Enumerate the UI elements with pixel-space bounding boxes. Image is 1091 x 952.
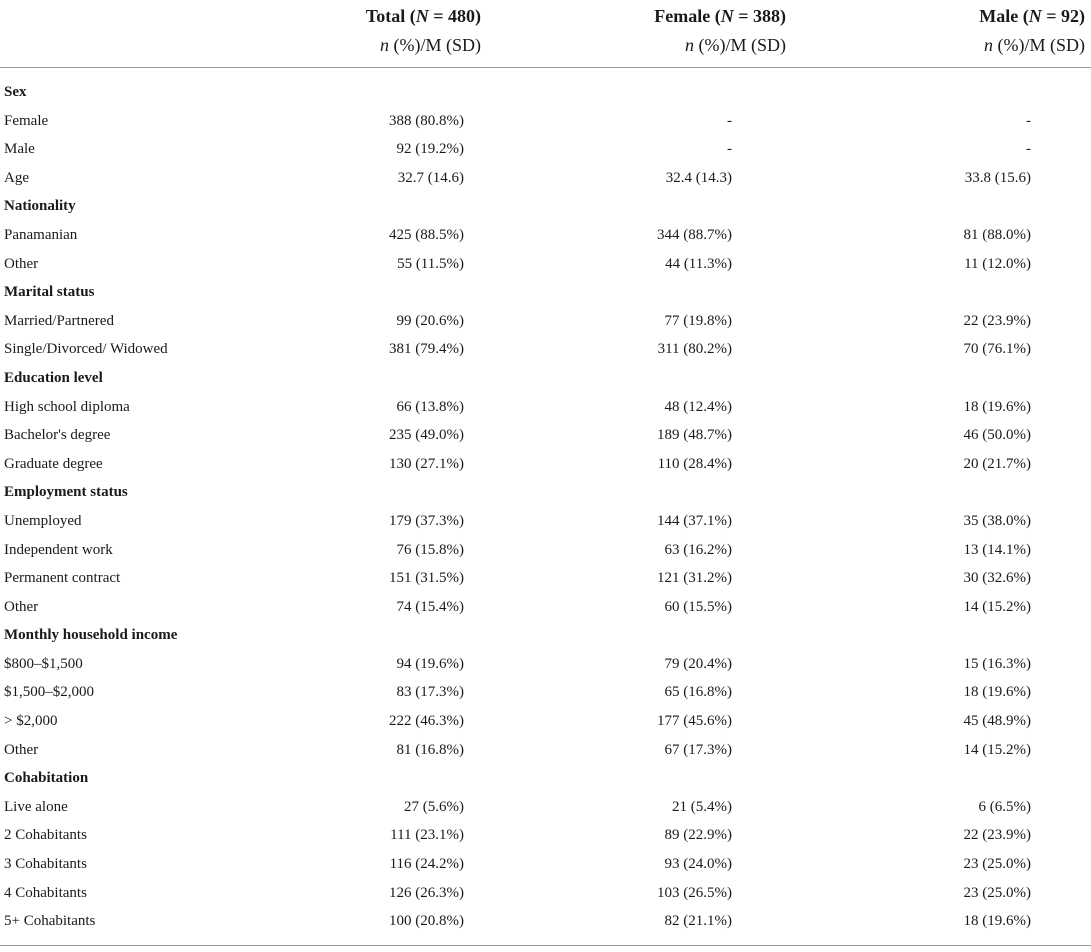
cell-female: 311 (80.2%) — [657, 341, 732, 358]
cell-total: 76 (15.8%) — [396, 541, 464, 558]
cell-female: 89 (22.9%) — [664, 827, 732, 844]
section-header-row — [0, 764, 1091, 793]
row-label: Live alone — [4, 798, 68, 815]
row-label: Married/Partnered — [4, 312, 114, 329]
cell-female: 93 (24.0%) — [664, 856, 732, 873]
cell-male: 33.8 (15.6) — [964, 169, 1031, 186]
cell-male: 18 (19.6%) — [963, 684, 1031, 701]
row-label: Other — [4, 255, 39, 272]
cell-male: 18 (19.6%) — [963, 913, 1031, 930]
table-row — [0, 450, 1091, 479]
row-label: Other — [4, 598, 39, 615]
row-label: Single/Divorced/ Widowed — [4, 341, 168, 358]
row-label: Male — [4, 141, 35, 158]
header-female-name: Female — [654, 6, 711, 26]
cell-female: 44 (11.3%) — [665, 255, 732, 272]
table-row — [0, 793, 1091, 822]
header-female-n: N — [720, 6, 734, 26]
row-label: 4 Cohabitants — [4, 884, 87, 901]
cell-male: 22 (23.9%) — [963, 312, 1031, 329]
cell-female: 121 (31.2%) — [657, 570, 732, 587]
row-label: $1,500–$2,000 — [4, 684, 94, 701]
table-row — [0, 507, 1091, 536]
header-male-sub — [979, 31, 1085, 60]
section-label: Education level — [4, 369, 103, 386]
table-row — [0, 335, 1091, 364]
row-label: Female — [4, 112, 49, 129]
cell-male: 70 (76.1%) — [963, 341, 1031, 358]
cell-male: 18 (19.6%) — [963, 398, 1031, 415]
table-row — [0, 879, 1091, 908]
cell-male: 14 (15.2%) — [963, 741, 1031, 758]
cell-total: 94 (19.6%) — [396, 655, 464, 672]
cell-male: - — [1026, 141, 1031, 158]
table-row — [0, 678, 1091, 707]
table-row — [0, 850, 1091, 879]
section-label: Cohabitation — [4, 770, 89, 787]
section-label: Monthly household income — [4, 627, 178, 644]
cell-male: 20 (21.7%) — [963, 455, 1031, 472]
cell-female: 79 (20.4%) — [664, 655, 732, 672]
cell-total: 235 (49.0%) — [389, 427, 464, 444]
row-label: Bachelor's degree — [4, 427, 111, 444]
header-female-sub-n: n — [685, 35, 694, 55]
header-female-title: Female (N = 388) — [654, 6, 786, 26]
cell-male: 23 (25.0%) — [963, 856, 1031, 873]
header-rule — [0, 67, 1091, 68]
row-label: High school diploma — [4, 398, 130, 415]
cell-female: 110 (28.4%) — [657, 455, 732, 472]
table-row — [0, 221, 1091, 250]
header-total-name: Total — [365, 6, 406, 26]
cell-total: 388 (80.8%) — [389, 112, 464, 129]
cell-male: 6 (6.5%) — [978, 798, 1031, 815]
cell-female: 103 (26.5%) — [657, 884, 732, 901]
header-male-name: Male — [979, 6, 1019, 26]
section-header-row — [0, 192, 1091, 221]
row-label: Unemployed — [4, 512, 82, 529]
table-row — [0, 307, 1091, 336]
header-total-sub-n: n — [380, 35, 389, 55]
section-label: Sex — [4, 84, 27, 100]
cell-female: 21 (5.4%) — [672, 798, 732, 815]
cell-male: 30 (32.6%) — [963, 570, 1031, 587]
row-label: 3 Cohabitants — [4, 856, 87, 873]
cell-female: 177 (45.6%) — [657, 713, 732, 730]
cell-total: 151 (31.5%) — [389, 570, 464, 587]
cell-female: 65 (16.8%) — [664, 684, 732, 701]
cell-female: 144 (37.1%) — [657, 512, 732, 529]
table-row — [0, 135, 1091, 164]
cell-total: 99 (20.6%) — [396, 312, 464, 329]
cell-male: 35 (38.0%) — [963, 512, 1031, 529]
cell-female: 77 (19.8%) — [664, 312, 732, 329]
header-total-n: N — [415, 6, 429, 26]
row-label: Age — [4, 169, 29, 186]
section-label: Marital status — [4, 284, 95, 301]
cell-total: 66 (13.8%) — [396, 398, 464, 415]
row-label: 5+ Cohabitants — [4, 913, 96, 930]
table-row — [0, 650, 1091, 679]
header-total-title: Total (N = 480) — [365, 6, 481, 26]
cell-total: 55 (11.5%) — [397, 255, 464, 272]
cell-female: 48 (12.4%) — [664, 398, 732, 415]
section-label: Employment status — [4, 484, 128, 501]
table-row — [0, 421, 1091, 450]
header-male-title: Male (N = 92) — [979, 6, 1085, 26]
cell-total: 381 (79.4%) — [389, 341, 464, 358]
section-header-row — [0, 278, 1091, 307]
header-female — [654, 0, 786, 60]
table-row — [0, 564, 1091, 593]
cell-male: 11 (12.0%) — [964, 255, 1031, 272]
table-row — [0, 707, 1091, 736]
header-male-n: N — [1028, 6, 1042, 26]
row-label: > $2,000 — [4, 713, 58, 730]
table-row — [0, 736, 1091, 765]
cell-total: 425 (88.5%) — [389, 226, 464, 243]
cell-total: 116 (24.2%) — [389, 856, 464, 873]
header-total — [366, 0, 481, 60]
cell-female: 82 (21.1%) — [664, 913, 732, 930]
cell-total: 27 (5.6%) — [404, 798, 464, 815]
cell-male: 22 (23.9%) — [963, 827, 1031, 844]
cell-male: 23 (25.0%) — [963, 884, 1031, 901]
section-header-row — [0, 78, 1091, 107]
header-male-sub-rest: (%)/M (SD) — [993, 35, 1085, 55]
cell-female: 63 (16.2%) — [664, 541, 732, 558]
table-row — [0, 107, 1091, 136]
header-male — [979, 0, 1085, 60]
table-row — [0, 593, 1091, 622]
header-female-sub — [654, 31, 786, 60]
section-header-row — [0, 478, 1091, 507]
section-header-row — [0, 621, 1091, 650]
cell-male: 45 (48.9%) — [963, 713, 1031, 730]
cell-total: 74 (15.4%) — [396, 598, 464, 615]
cell-total: 130 (27.1%) — [389, 455, 464, 472]
cell-male: 46 (50.0%) — [963, 427, 1031, 444]
table-row — [0, 164, 1091, 193]
cell-total: 83 (17.3%) — [396, 684, 464, 701]
row-label: 2 Cohabitants — [4, 827, 87, 844]
cell-female: 60 (15.5%) — [664, 598, 732, 615]
row-label: Permanent contract — [4, 570, 121, 587]
section-label: Nationality — [4, 198, 76, 215]
table-row — [0, 250, 1091, 279]
table-row — [0, 393, 1091, 422]
cell-male: 15 (16.3%) — [963, 655, 1031, 672]
header-male-sub-n: n — [984, 35, 993, 55]
cell-female: - — [727, 141, 732, 158]
row-label: Independent work — [4, 541, 113, 558]
cell-total: 111 (23.1%) — [390, 827, 464, 844]
row-label: Other — [4, 741, 39, 758]
row-label: $800–$1,500 — [4, 655, 83, 672]
header-total-sub — [366, 31, 481, 60]
table-body — [0, 78, 1091, 936]
cell-male: - — [1026, 112, 1031, 129]
section-header-row — [0, 364, 1091, 393]
cell-female: 344 (88.7%) — [657, 226, 732, 243]
header-total-sub-rest: (%)/M (SD) — [389, 35, 481, 55]
cell-total: 179 (37.3%) — [389, 512, 464, 529]
cell-female: 67 (17.3%) — [664, 741, 732, 758]
cell-male: 13 (14.1%) — [963, 541, 1031, 558]
bottom-rule — [0, 945, 1091, 946]
header-total-count: = 480 — [433, 6, 475, 26]
cell-total: 222 (46.3%) — [389, 713, 464, 730]
cell-total: 32.7 (14.6) — [397, 169, 464, 186]
cell-male: 14 (15.2%) — [963, 598, 1031, 615]
header-female-count: = 388 — [738, 6, 780, 26]
cell-total: 92 (19.2%) — [396, 141, 464, 158]
row-label: Panamanian — [4, 226, 78, 243]
cell-male: 81 (88.0%) — [963, 226, 1031, 243]
table-header — [0, 0, 1091, 67]
table-row — [0, 821, 1091, 850]
table-row — [0, 536, 1091, 565]
cell-female: 189 (48.7%) — [657, 427, 732, 444]
cell-female: 32.4 (14.3) — [665, 169, 732, 186]
cell-total: 81 (16.8%) — [396, 741, 464, 758]
table-row — [0, 907, 1091, 936]
row-label: Graduate degree — [4, 455, 103, 472]
cell-total: 126 (26.3%) — [389, 884, 464, 901]
header-female-sub-rest: (%)/M (SD) — [694, 35, 786, 55]
header-male-count: = 92 — [1046, 6, 1079, 26]
cell-female: - — [727, 112, 732, 129]
cell-total: 100 (20.8%) — [389, 913, 464, 930]
